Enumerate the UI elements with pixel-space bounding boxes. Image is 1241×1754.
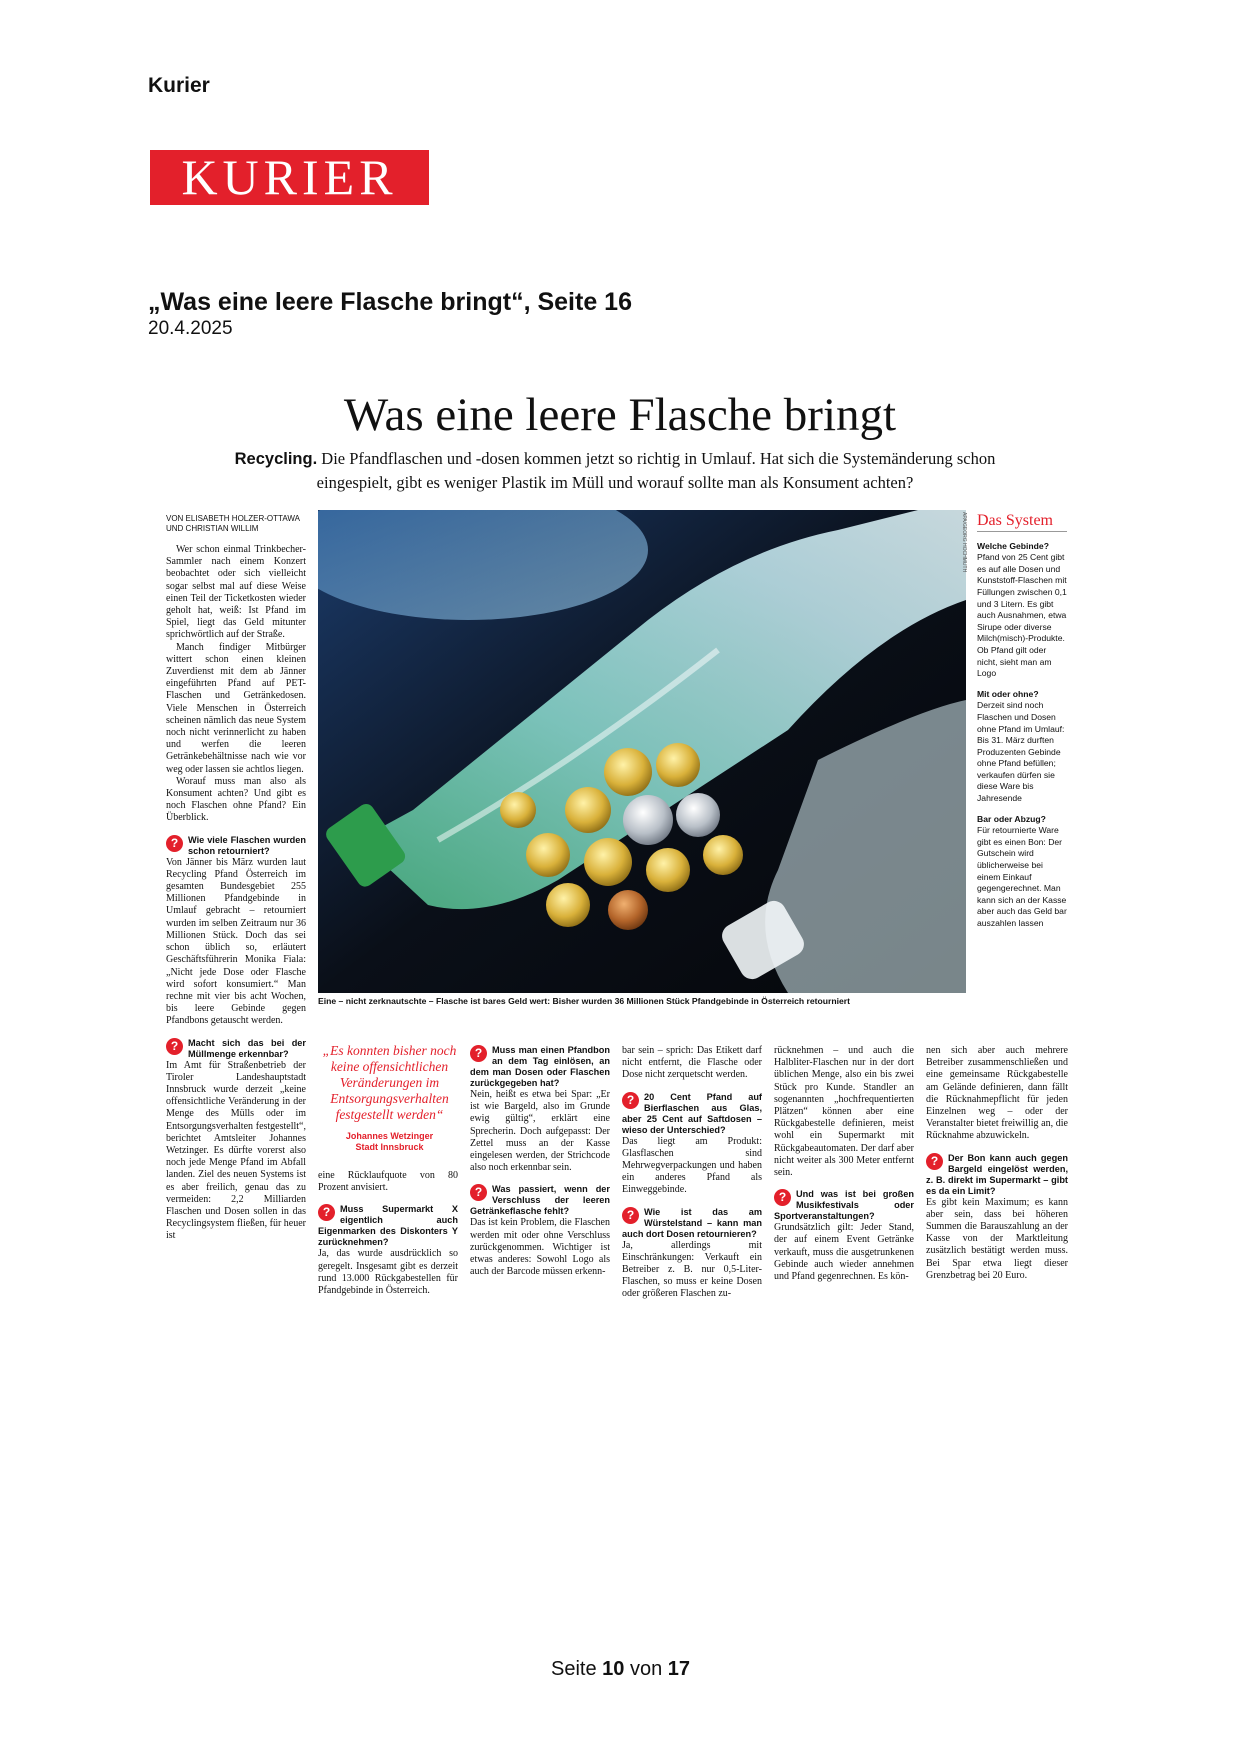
question-heading (470, 1045, 610, 1089)
answer-paragraph: Das liegt am Produkt: Glasflaschen sind Mehrwegverpackungen und haben ein anderes Pfand als Einweggebinde. (622, 1135, 762, 1196)
infobox-heading: Bar oder Abzug? (977, 813, 1046, 824)
article-deck-text: Die Pfandflaschen und -dosen kommen jetzt so richtig in Umlauf. Hat sich die Systemänderung schon eingespielt, gibt es weniger Plastik im Müll und worauf sollte man als Konsument achten? (316, 449, 996, 492)
question-mark-icon: ? (926, 1153, 943, 1170)
answer-paragraph: Ja, allerdings mit Einschränkungen: Verkauft ein Betreiber z. B. nur 0,5-Liter-Flaschen, so muss er keine Dosen oder größeren Flaschen zu- (622, 1239, 762, 1300)
infobox-das-system (977, 512, 1067, 930)
page-footer (0, 1658, 1241, 1681)
infobox-title: Das System (977, 515, 1067, 532)
photo-credit (959, 512, 969, 592)
question-mark-icon: ? (470, 1184, 487, 1201)
photo-caption: Eine – nicht zerknautschte – Flasche ist bares Geld wert: Bisher wurden 36 Millionen Stück Pfandgebinde in Österreich retourniert (318, 996, 850, 1006)
question-mark-icon: ? (166, 1038, 183, 1055)
infobox-text: Für retournierte Ware gibt es einen Bon: Der Gutschein wird üblicherweise bei einem Einkauf gegengerechnet. Man kann sich an der Kasse aber auch das Geld bar auszahlen lassen (977, 825, 1067, 928)
article-column-1 (166, 514, 306, 1243)
byline-line-2: UND CHRISTIAN WILLIM (166, 524, 259, 533)
article-photo (318, 510, 966, 993)
pull-quote (322, 1043, 457, 1153)
pull-quote-attribution (322, 1131, 457, 1153)
footer-prefix: Seite (550, 1658, 597, 1680)
answer-paragraph: eine Rücklaufquote von 80 Prozent anvisiert. (318, 1170, 458, 1194)
answer-paragraph: Ja, das wurde ausdrücklich so geregelt. Insgesamt gibt es derzeit rund 13.000 Rückgabestellen für Pfandgebinde in Österreich. (318, 1248, 458, 1297)
question-text: Wie ist das am Würstelstand – kann man auch dort Dosen retournieren? (622, 1206, 762, 1239)
article-column-6 (926, 1045, 1068, 1282)
infobox-text: Derzeit sind noch Flaschen und Dosen ohne Pfand im Umlauf: Bis 31. März durften Produzenten Gebinde ohne Pfand befüllen; verkaufen dürfen sie diese Ware bis Jahresende (977, 700, 1065, 804)
infobox-heading: Mit oder ohne? (977, 688, 1039, 699)
byline-line-1: VON ELISABETH HOLZER-OTTAWA (166, 514, 300, 523)
paragraph: Manch findiger Mitbürger wittert schon einen kleinen Zuverdienst mit dem ab Jänner eingeführten Pfand auf PET-Flaschen und Getränkedosen. Viele Menschen in Österreich scheinen nämlich das neue System noch nicht verinnerlicht zu haben und werfen die leeren Getränkebehältnisse nach wie vor weg oder lassen sie achtlos liegen. (166, 641, 306, 775)
article-headline: Was eine leere Flasche bringt (343, 389, 897, 441)
question-mark-icon: ? (622, 1207, 639, 1224)
photo-credit-text: APA/GEORG HOCHMUTH (961, 512, 967, 573)
pull-quote-text: „Es konnten bisher noch keine offensichtlichen Veränderungen im Entsorgungsverhalten festgestellt werden“ (322, 1043, 457, 1122)
bottles-and-coins-image (318, 510, 966, 993)
question-text: Und was ist bei großen Musikfestivals oder Sportveranstaltungen? (774, 1189, 914, 1222)
question-mark-icon: ? (774, 1189, 791, 1206)
answer-paragraph: Nein, heißt es etwa bei Spar: „Er ist wie Bargeld, also im Grunde ewig gültig“, erklärt eine Sprecherin. Doch aufgepasst: Der Zettel muss an der Kasse eingelesen werden, der Strichcode also noch erkennbar sein. (470, 1089, 610, 1174)
article-column-2 (318, 1170, 458, 1297)
question-text: Muss man einen Pfandbon an dem Tag einlösen, an dem man Dosen oder Flaschen zurückgegeben hat? (470, 1045, 610, 1088)
question-heading (774, 1189, 914, 1222)
clipping-title: „Was eine leere Flasche bringt“, Seite 16 (148, 288, 632, 316)
question-text: 20 Cent Pfand auf Bierflaschen aus Glas, aber 25 Cent auf Saftdosen – wieso der Unterschied? (622, 1091, 762, 1135)
answer-paragraph: Das ist kein Problem, die Flaschen werden mit oder ohne Verschluss zurückgenommen. Wichtiger ist etwas anderes: Sowohl Logo als auch der Barcode müssen erkenn- (470, 1217, 610, 1278)
question-heading (166, 835, 306, 857)
question-text: Der Bon kann auch gegen Bargeld eingelöst werden, z. B. direkt im Supermarkt – gibt es da ein Limit? (926, 1152, 1068, 1196)
footer-page-number: 10 (602, 1658, 625, 1680)
article-column-4 (622, 1045, 762, 1301)
question-text: Macht sich das bei der Müllmenge erkennbar? (188, 1037, 306, 1059)
byline (166, 514, 306, 534)
answer-paragraph: bar sein – sprich: Das Etikett darf nicht entfernt, die Flasche oder Dose nicht zerquetscht werden. (622, 1045, 762, 1081)
paragraph: Worauf muss man also als Konsument achten? Und gibt es noch Flaschen ohne Pfand? Ein Überblick. (166, 775, 306, 824)
question-text: Wie viele Flaschen wurden schon retourniert? (188, 834, 306, 856)
question-mark-icon: ? (318, 1204, 335, 1221)
question-text: Was passiert, wenn der Verschluss der leeren Getränkeflasche fehlt? (470, 1184, 610, 1217)
article-kicker: Recycling. (234, 450, 318, 468)
question-heading (622, 1092, 762, 1136)
pull-quote-author: Johannes Wetzinger (345, 1131, 434, 1141)
question-mark-icon: ? (470, 1045, 487, 1062)
publication-name: Kurier (148, 74, 210, 97)
question-text: Muss Supermarkt X eigentlich auch Eigenmarken des Diskonters Y zurücknehmen? (318, 1204, 458, 1248)
infobox-text: Pfand von 25 Cent gibt es auf alle Dosen und Kunststoff-Flaschen mit Füllungen zwischen 0,1 und 3 Litern. Es gibt auch Ausnahmen, etwa Sirupe oder diverse Milch(misch)-Produkte. Ob Pfand gilt oder nicht, sieht man am Logo (977, 552, 1067, 679)
answer-paragraph: Es gibt kein Maximum; es kann aber sein, dass bei höheren Summen die Barauszahlung an der Kasse von der Marktleitung zusätzlich bestätigt werden muss. Bei Spar etwa liegt dieser Grenzbetrag bei 20 Euro. (926, 1196, 1068, 1281)
question-heading (318, 1204, 458, 1248)
question-mark-icon: ? (622, 1092, 639, 1109)
clipping-date: 20.4.2025 (148, 318, 233, 339)
paragraph: Wer schon einmal Trinkbecher-Sammler nach einem Konzert beobachtet oder sich vielleicht sogar selbst mal auf diese Weise einen Teil der Ticketkosten wieder geholt hat, weiß: Ist Pfand im Spiel, liegt das Geld mitunter sprichwörtlich auf der Straße. (166, 544, 306, 641)
article-deck (215, 447, 1015, 494)
infobox-heading: Welche Gebinde? (977, 540, 1049, 551)
pull-quote-role: Stadt Innsbruck (355, 1142, 424, 1152)
question-heading (166, 1038, 306, 1060)
question-heading (926, 1153, 1068, 1197)
answer-paragraph: nen sich aber auch mehrere Betreiber zusammenschließen und eine gemeinsame Rückgabestelle am Gelände definieren, dann fällt die Rücknahmepflicht für jeden Einzelnen weg – oder der Veranstalter bietet freiwillig an, die Rücknahme abzuwickeln. (926, 1045, 1068, 1142)
answer-paragraph: Grundsätzlich gilt: Jeder Stand, der auf einem Event Getränke verkauft, muss die ausgetrunkenen Gebinde auch wieder annehmen und Pfand gegenrechnen. Es kön- (774, 1222, 914, 1283)
footer-page-total: 17 (667, 1658, 691, 1680)
article-column-3 (470, 1045, 610, 1278)
question-heading (470, 1184, 610, 1217)
question-mark-icon: ? (166, 835, 183, 852)
footer-middle: von (629, 1658, 663, 1680)
answer-paragraph: rücknehmen – und auch die Halbliter-Flaschen nur in der dort üblichen Menge, also ein bis zwei Stück pro Kunde. Standler an sogenannten „hochfrequentierten Plätzen“ können aber eine Rückgabestelle definieren, meist wohl ein Supermarkt mit Rückgabeautomaten. Der darf aber nicht weiter als 300 Meter entfernt sein. (774, 1045, 914, 1179)
kurier-logo: KURIER (150, 150, 429, 205)
question-heading (622, 1207, 762, 1240)
answer-paragraph: Im Amt für Straßenbetrieb der Tiroler Landeshauptstadt Innsbruck wurde derzeit „keine offensichtliche Veränderung in der Menge des Mülls oder im Entsorgungsverhalten festgestellt“, berichtet Amtsleiter Johannes Wetzinger. Es dürfte vorerst also noch jede Menge Pfand im Abfall landen. Ziel des neuen Systems ist es aber freilich, genau das zu vermeiden: 2,2 Milliarden Flaschen und Dosen sollen in das Recyclingsystem fließen, für heuer ist (166, 1059, 306, 1242)
article-column-5 (774, 1045, 914, 1283)
answer-paragraph: Von Jänner bis März wurden laut Recycling Pfand Österreich im gesamten Bundesgebiet 255 Millionen Pfandgebinde in Umlauf gebracht – retourniert wurden im selben Zeitraum nur 36 Millionen Stück. Doch das sei schon üblich so, erläutert Geschäftsführerin Monika Fiala: „Nicht jede Dose oder Flasche wird sofort konsumiert.“ Man rechne mit vier bis acht Wochen, bis leere Gebinde gegen Pfandbons getauscht werden. (166, 856, 306, 1027)
